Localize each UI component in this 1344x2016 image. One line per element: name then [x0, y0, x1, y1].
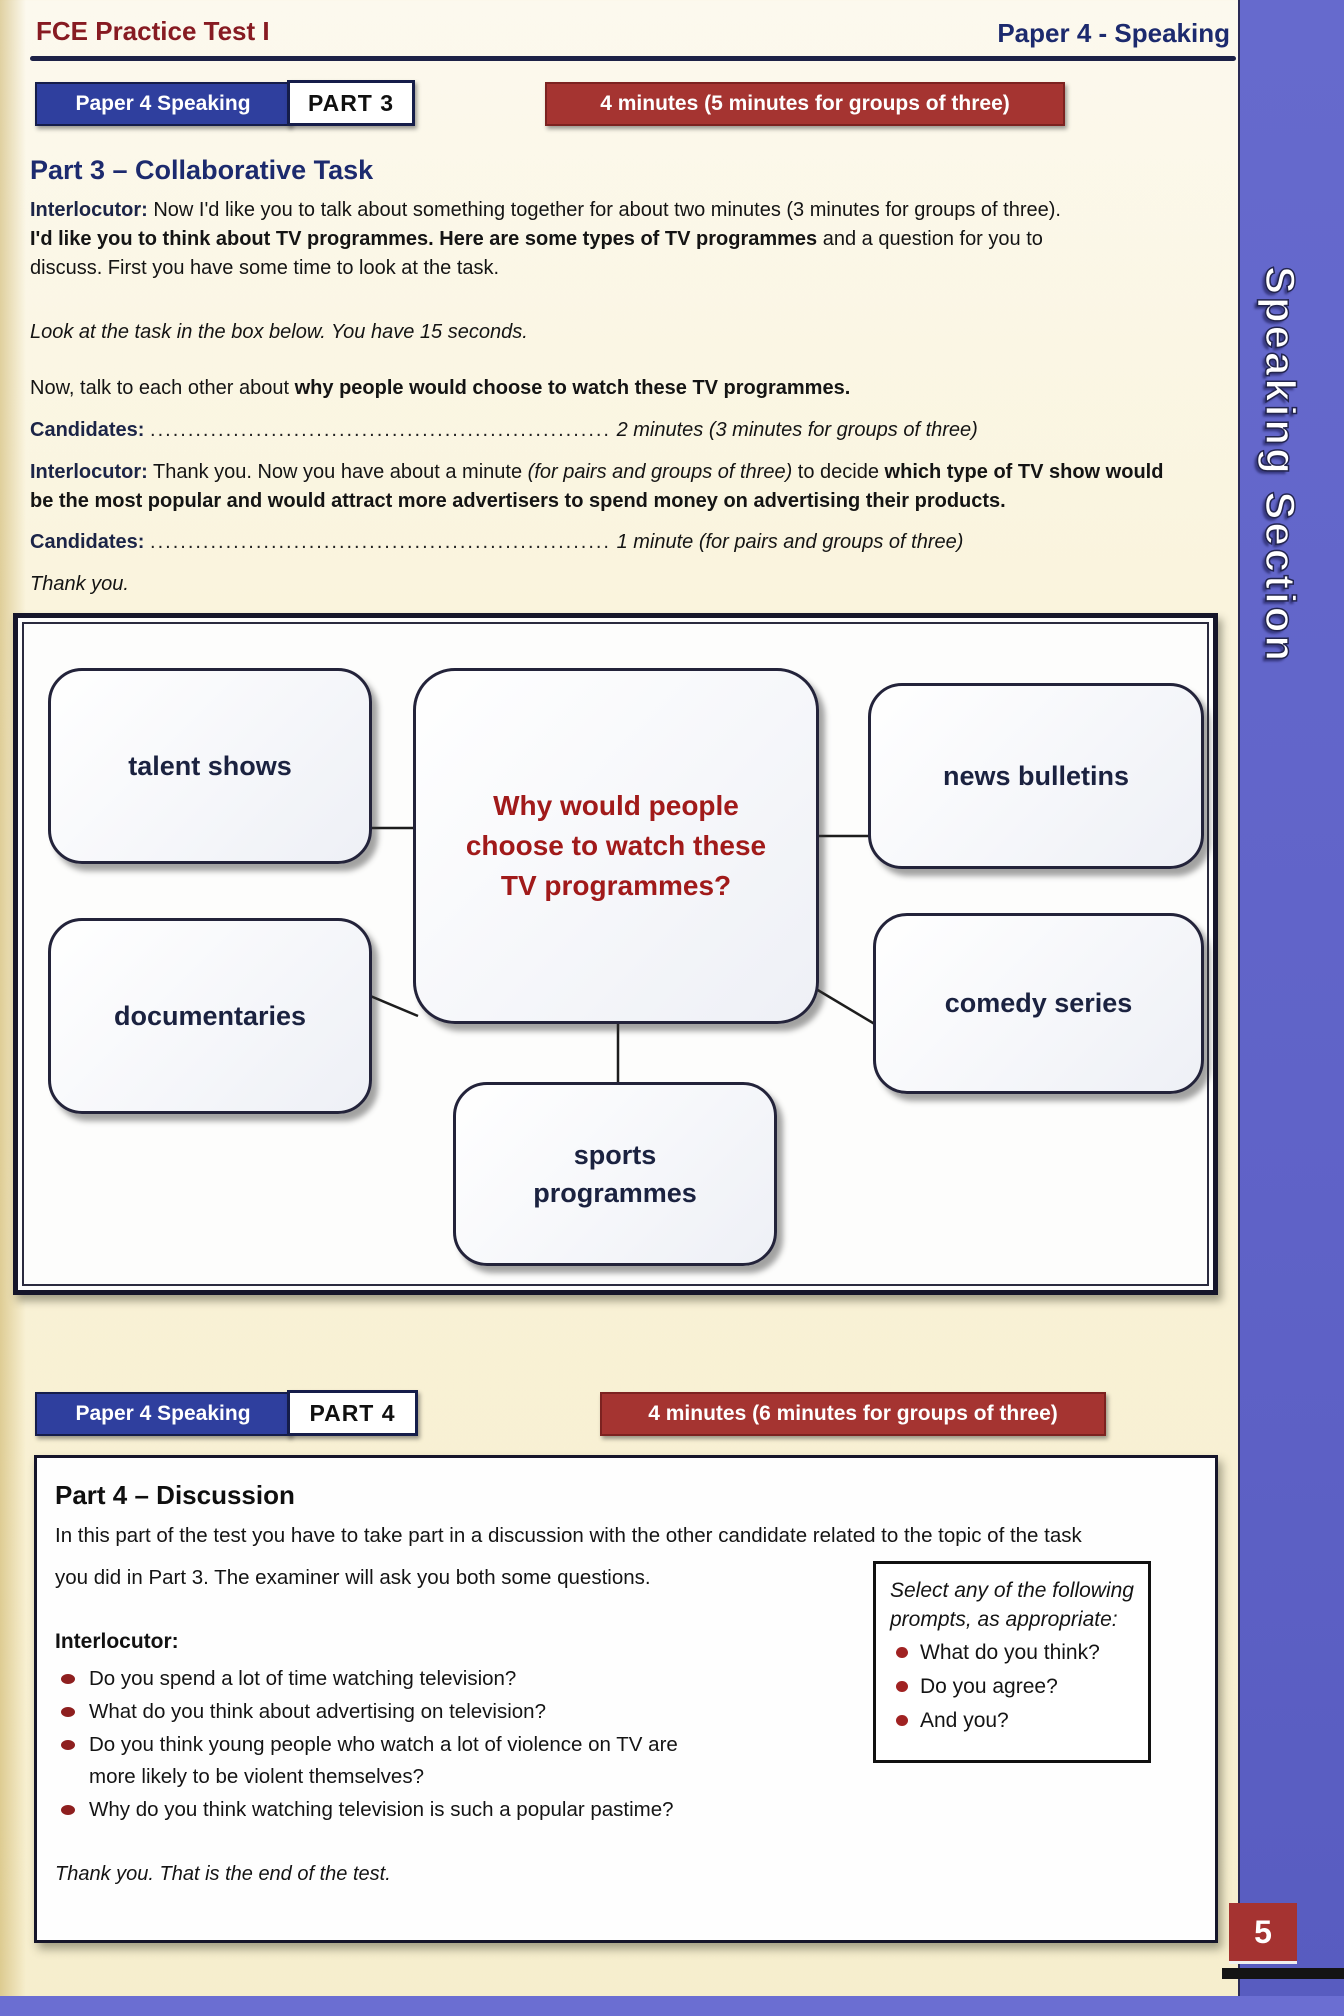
side-tab-label: Speaking Section — [1257, 266, 1304, 665]
thank-you-note: Thank you. — [30, 573, 129, 595]
part4-closing-note: Thank you. That is the end of the test. — [55, 1863, 391, 1885]
node-talent-shows-label: talent shows — [128, 750, 292, 781]
node-sports-programmes — [453, 1082, 777, 1266]
part4-part-badge-label: PART 4 — [309, 1399, 396, 1426]
bullet-icon — [61, 1707, 75, 1717]
intro-line-3: discuss. First you have some time to look at the task. — [30, 257, 500, 279]
intro-line-1: Interlocutor: Now I'd like you to talk about something together for about two minutes (3 minutes for groups of three). — [30, 199, 1061, 221]
node-central-question — [413, 668, 819, 1024]
candidates-time: 1 minute (for pairs and groups of three) — [616, 531, 964, 553]
prompt-item — [890, 1671, 1138, 1702]
prompt-item — [890, 1637, 1138, 1668]
candidates-label: Candidates: — [30, 531, 145, 553]
interlocutor2-line-2: be the most popular and would attract more advertisers to spend money on advertising their products. — [30, 490, 1006, 512]
intro-line-2: I'd like you to think about TV programmes. Here are some types of TV programmes and a question for you to — [30, 228, 1043, 250]
part4-paper-banner-label: Paper 4 Speaking — [75, 1402, 251, 1425]
node-documentaries-label: documentaries — [113, 1000, 307, 1031]
part3-paper-banner — [35, 82, 291, 126]
node-sports-line-1: sports — [573, 1140, 657, 1170]
part4-part-badge — [287, 1390, 418, 1436]
question-text: What do you think about advertising on television? — [89, 1700, 546, 1723]
part3-interlocutor-2 — [30, 458, 1225, 516]
part3-heading: Part 3 – Collaborative Task — [30, 155, 374, 185]
bullet-icon — [61, 1674, 75, 1684]
part3-part-badge — [287, 80, 415, 126]
interlocutor2-line-1: Interlocutor: Thank you. Now you have about a minute (for pairs and groups of three) to decide which type of TV show would — [30, 461, 1164, 483]
bullet-icon — [896, 1647, 908, 1658]
part4-time-banner-label: 4 minutes (6 minutes for groups of three) — [648, 1402, 1058, 1425]
look-at-task-note: Look at the task in the box below. You have 15 seconds. — [30, 321, 528, 343]
book-title: FCE Practice Test I — [36, 16, 270, 46]
part4-discussion-box — [34, 1455, 1218, 1943]
part3-time-banner-label: 4 minutes (5 minutes for groups of three) — [600, 92, 1010, 115]
node-news-bulletins-label: news bulletins — [942, 760, 1130, 791]
question-item — [55, 1663, 705, 1695]
bottom-page-strip — [0, 1996, 1344, 2016]
part4-heading: Part 4 – Discussion — [55, 1480, 295, 1510]
question-item — [55, 1729, 705, 1793]
question-text: Do you spend a lot of time watching television? — [89, 1667, 517, 1690]
page-number: 5 — [1254, 1913, 1272, 1950]
central-question-line-3: TV programmes? — [500, 870, 732, 901]
prompt-text: What do you think? — [920, 1641, 1100, 1664]
node-sports-line-2: programmes — [533, 1178, 697, 1208]
part3-interlocutor-intro — [30, 196, 1225, 283]
part4-time-banner — [600, 1392, 1106, 1436]
page-number-badge — [1229, 1903, 1297, 1964]
now-talk-instruction: Now, talk to each other about why people would choose to watch these TV programmes. — [30, 377, 851, 399]
central-question-line-1: Why would people — [493, 790, 739, 821]
prompts-box — [873, 1561, 1151, 1763]
candidates-label: Candidates: — [30, 419, 145, 441]
prompt-text: Do you agree? — [920, 1675, 1058, 1698]
candidates-time: 2 minutes (3 minutes for groups of three) — [616, 419, 978, 441]
central-question-line-2: choose to watch these — [465, 830, 767, 861]
part3-part-badge-label: PART 3 — [307, 89, 395, 116]
task-diagram-box — [13, 613, 1218, 1295]
header-rule — [30, 56, 1236, 61]
prompts-heading: Select any of the following prompts, as appropriate: — [890, 1579, 1134, 1631]
page-number-rule — [1222, 1968, 1344, 1979]
bullet-icon — [896, 1681, 908, 1692]
node-comedy-series — [873, 913, 1204, 1094]
paper-title: Paper 4 - Speaking — [997, 18, 1230, 48]
bullet-icon — [896, 1715, 908, 1726]
candidates-line-1 — [30, 416, 1225, 445]
node-talent-shows — [48, 668, 372, 864]
question-text: Why do you think watching television is such a popular pastime? — [89, 1798, 674, 1821]
leader-dots: ............................................................. — [150, 419, 611, 441]
bullet-icon — [61, 1805, 75, 1815]
part4-intro-line-1: In this part of the test you have to take part in a discussion with the other candidate related to the topic of the task — [55, 1524, 1082, 1547]
prompt-item — [890, 1705, 1138, 1736]
leader-dots: ............................................................. — [150, 531, 611, 553]
part4-question-list — [55, 1663, 705, 1827]
question-item — [55, 1794, 705, 1826]
prompt-text: And you? — [920, 1709, 1009, 1732]
part4-paper-banner — [35, 1392, 291, 1436]
node-news-bulletins — [868, 683, 1204, 869]
node-comedy-series-label: comedy series — [944, 988, 1133, 1018]
part3-time-banner — [545, 82, 1065, 126]
part4-interlocutor-label: Interlocutor: — [55, 1630, 179, 1653]
question-item — [55, 1696, 705, 1728]
candidates-line-2 — [30, 528, 1225, 557]
part3-paper-banner-label: Paper 4 Speaking — [75, 92, 251, 115]
node-documentaries — [48, 918, 372, 1114]
bullet-icon — [61, 1740, 75, 1750]
part4-intro-line-2: you did in Part 3. The examiner will ask you both some questions. — [55, 1566, 651, 1589]
question-text: Do you think young people who watch a lot of violence on TV are more likely to be violent themselves? — [89, 1733, 678, 1788]
